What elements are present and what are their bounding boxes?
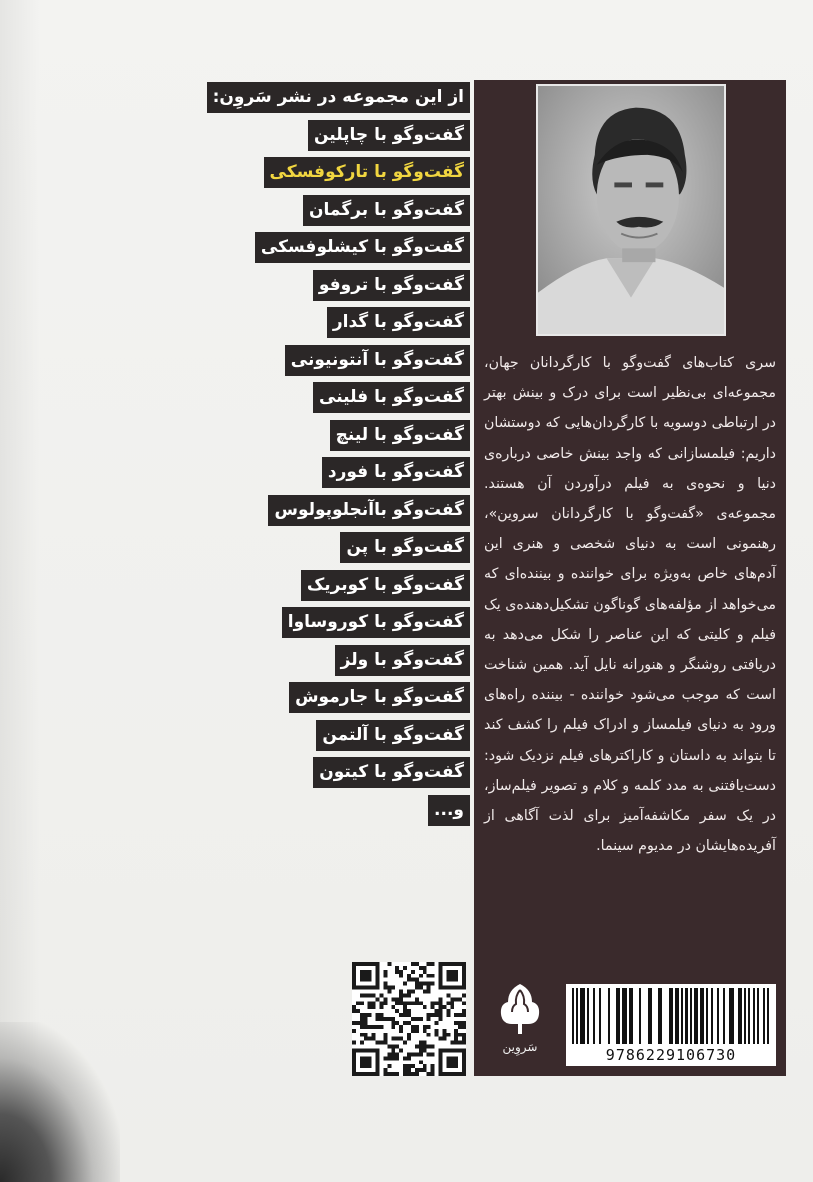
series-title: گفت‌وگو باآنجلوپولوس: [268, 495, 470, 526]
series-title: گفت‌وگو با تروفو: [313, 270, 470, 301]
series-title-row: [200, 645, 470, 676]
series-title-row: [200, 795, 470, 826]
series-title-row: [200, 532, 470, 563]
series-title-row: [200, 420, 470, 451]
series-title-row: [200, 270, 470, 301]
series-title: گفت‌وگو با کوروساوا: [282, 607, 470, 638]
isbn-number: 9786229106730: [605, 1046, 737, 1064]
qr-code[interactable]: [352, 962, 466, 1076]
publisher-name: سَروِین: [502, 1040, 538, 1054]
series-title-row: [200, 570, 470, 601]
series-title: گفت‌وگو با ولز: [335, 645, 470, 676]
publisher-logo: [490, 980, 550, 1070]
series-title-row: [200, 682, 470, 713]
series-title-row: [200, 345, 470, 376]
series-title-row: [200, 757, 470, 788]
series-title-list: [200, 82, 470, 832]
series-title-row: [200, 195, 470, 226]
corner-shadow: [0, 1022, 120, 1182]
series-title-row: [200, 157, 470, 188]
series-heading-row: [200, 82, 470, 113]
series-title: گفت‌وگو با کیشلوفسکی: [255, 232, 470, 263]
series-title-row: [200, 607, 470, 638]
series-title-row: [200, 457, 470, 488]
series-title: و...: [428, 795, 470, 826]
series-description: سری کتاب‌های گفت‌وگو با کارگردانان جهان، مجموعه‌ای بی‌نظیر است برای درک و بینش بهتر در ارتباطی دوسویه با کارگردان‌هایی که دوستشان داریم: فیلمسازانی که واجد بینش خاصی درباره‌ی دنیا و نحوه‌ی به فیلم درآوردن آن هستند. مجموعه‌ی «گفت‌وگو با کارگردانان سروین»، رهنمونی است به دنیای شخصی و هنری این آدم‌های خاص به‌ویژه برای خواننده و بیننده‌ای که می‌خواهد از مؤلفه‌های گوناگون تشکیل‌دهنده‌ی یک فیلم و کلیتی که این عناصر را شکل می‌دهد به دریافتی روشنگر و هنورانه نایل آید. همین شناخت است که موجب می‌شود خواننده - بیننده راه‌های ورود به دنیای فیلمساز و ادراک فیلم را کشف کند تا بتواند به داستان و کاراکترهای فیلم نزدیک شود: دست‌یافتنی به مدد کلمه و کلام و تصویر فیلم‌ساز، در یک سفر مکاشفه‌آمیز برای لذت آگاهی از آفریده‌هایشان در مدیوم سینما.: [484, 355, 776, 855]
page-edge-shadow: [0, 0, 40, 1182]
series-title-row: [200, 307, 470, 338]
series-title: گفت‌وگو با فورد: [322, 457, 470, 488]
barcode-bar: [767, 988, 769, 1044]
tree-logo-icon: [498, 980, 542, 1038]
barcode-bars: [572, 988, 770, 1044]
series-title: گفت‌وگو با تارکوفسکی: [264, 157, 470, 188]
series-title-row: [200, 232, 470, 263]
series-heading: از این مجموعه در نشر سَروِن:: [207, 82, 470, 113]
series-title: گفت‌وگو با پن: [340, 532, 470, 563]
series-title: گفت‌وگو با لینچ: [330, 420, 470, 451]
director-portrait-photo: [536, 84, 726, 336]
isbn-barcode: [566, 984, 776, 1066]
series-title: گفت‌وگو با کوبریک: [301, 570, 470, 601]
series-title-row: [200, 720, 470, 751]
series-title-row: [200, 382, 470, 413]
series-title: گفت‌وگو با کیتون: [313, 757, 470, 788]
series-title: گفت‌وگو با فلینی: [313, 382, 470, 413]
title-rows: [200, 120, 470, 826]
series-title: گفت‌وگو با جارموش: [289, 682, 470, 713]
series-title: گفت‌وگو با چاپلین: [308, 120, 470, 151]
series-title: گفت‌وگو با برگمان: [303, 195, 470, 226]
series-title: گفت‌وگو با گدار: [327, 307, 470, 338]
series-title: گفت‌وگو با آنتونیونی: [285, 345, 470, 376]
series-title-row: [200, 495, 470, 526]
series-title-row: [200, 120, 470, 151]
series-title: گفت‌وگو با آلتمن: [316, 720, 470, 751]
